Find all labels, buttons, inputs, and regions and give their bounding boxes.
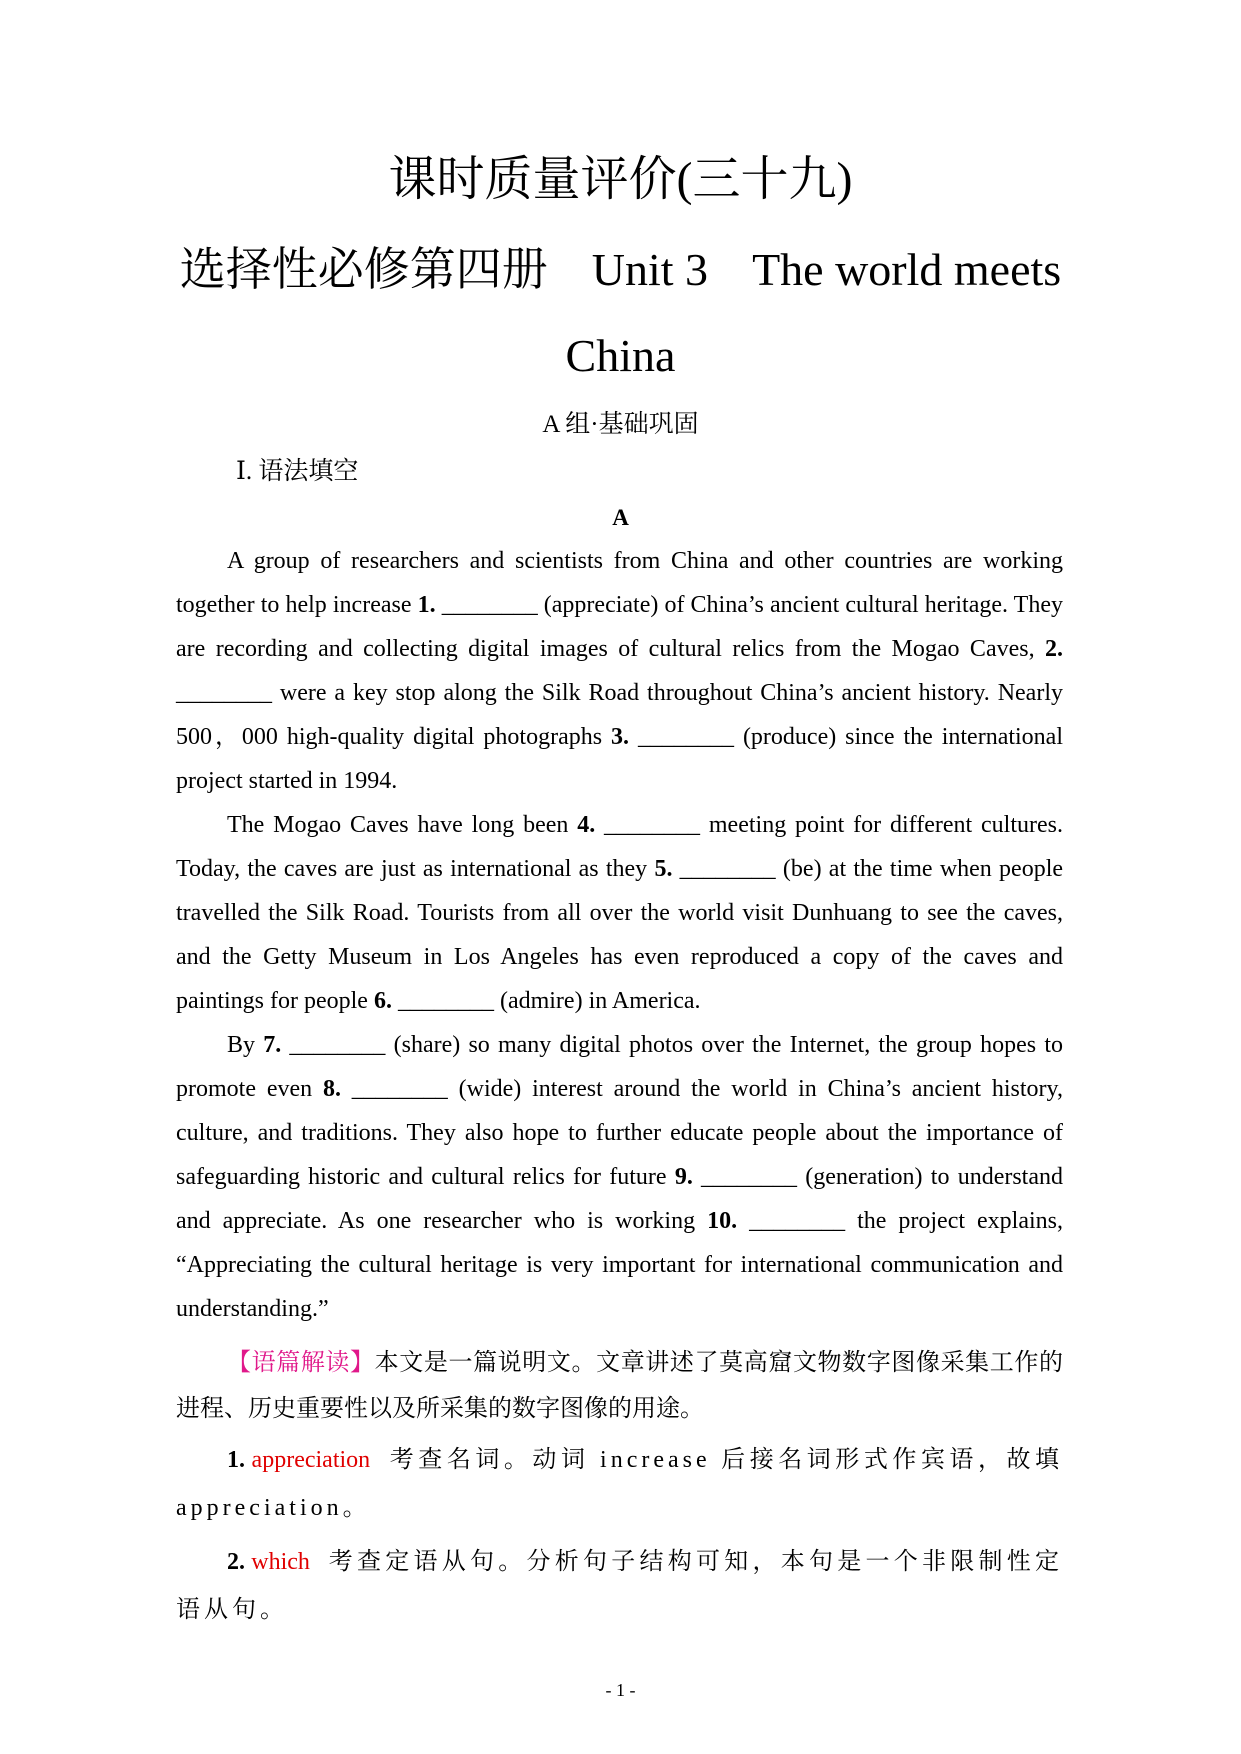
blank-number: 4. [577, 812, 596, 838]
blank-number: 1. [417, 592, 436, 618]
lesson-title: 课时质量评价(三十九) [388, 153, 853, 206]
unit-title-line [0, 240, 1241, 300]
answer-1: 1. appreciation 考查名词。动词 increase 后接名词形式作宾语，故填 appreciation。 [176, 1447, 1064, 1521]
blank-number: 2. [1045, 636, 1063, 662]
answer-explanation: 考查定语从句。分析句子结构可知，本句是一个非限制性定语从句。 [176, 1549, 1064, 1623]
blank-number: 9. [674, 1164, 693, 1190]
passage-analysis [176, 1340, 1063, 1432]
blank-number: 7. [263, 1032, 282, 1058]
blank-number: 3. [611, 724, 630, 750]
passage-label: A [612, 505, 629, 530]
blank-number: 6. [373, 988, 392, 1014]
answer-explanation: 考查名词。动词 increase 后接名词形式作宾语，故填 appreciation。 [176, 1447, 1064, 1521]
blank-number: 8. [322, 1076, 341, 1102]
answer-word: which [251, 1549, 310, 1575]
paragraph-1: A group of researchers and scientists from China and other countries are working together to help increase 1. ________ (appreciate) of China’s ancient cultural heritage. They are recording and collecting digital images of cultural relics from the Mogao Caves, 2. ________ were a key stop along the Silk Road throughout China’s ancient history. Nearly 500，000 high-quality digital photographs 3. ________ (produce) since the international project started in 1994. [176, 548, 1064, 794]
paragraph-2: The Mogao Caves have long been 4. ________ meeting point for different cultures. Today, the caves are just as international as they 5. ________ (be) at the time when people travelled the Silk Road. Tourists from all over the world visit Dunhuang to see the caves, and the Getty Museum in Los Angeles has even reproduced a copy of the caves and paintings for people 6. ________ (admire) in America. [176, 812, 1064, 1014]
answer-word: appreciation [251, 1447, 371, 1473]
answer-2: 2. which 考查定语从句。分析句子结构可知，本句是一个非限制性定语从句。 [176, 1549, 1064, 1623]
group-label: A 组·基础巩固 [542, 411, 699, 438]
analysis-tag: 【语篇解读】 [227, 1350, 375, 1376]
unit-number: Unit 3 [591, 244, 709, 295]
book-name: 选择性必修第四册 [179, 244, 548, 295]
paragraph-3: By 7. ________ (share) so many digital photos over the Internet, the group hopes to promote even 8. ________ (wide) interest around the world in China’s ancient history, culture, and traditions. They also hope to further educate people about the importance of safeguarding historic and cultural relics for future 9. ________ (generation) to understand and appreciate. As one researcher who is working 10. ________ the project explains, “Appreciating the cultural heritage is very important for international communication and understanding.” [176, 1032, 1063, 1322]
blank-number: 5. [654, 856, 673, 882]
analysis-text: 本文是一篇说明文。文章讲述了莫高窟文物数字图像采集工作的进程、历史重要性以及所采集的数字图像的用途。 [176, 1350, 1064, 1422]
passage-body [176, 539, 1063, 1331]
page-number: - 1 - [605, 1680, 636, 1700]
unit-name-part2: China [565, 330, 676, 381]
section-label: Ⅰ. 语法填空 [236, 458, 359, 485]
blank-number: 10. [707, 1208, 738, 1234]
unit-name-part1: The world meets [752, 244, 1062, 295]
